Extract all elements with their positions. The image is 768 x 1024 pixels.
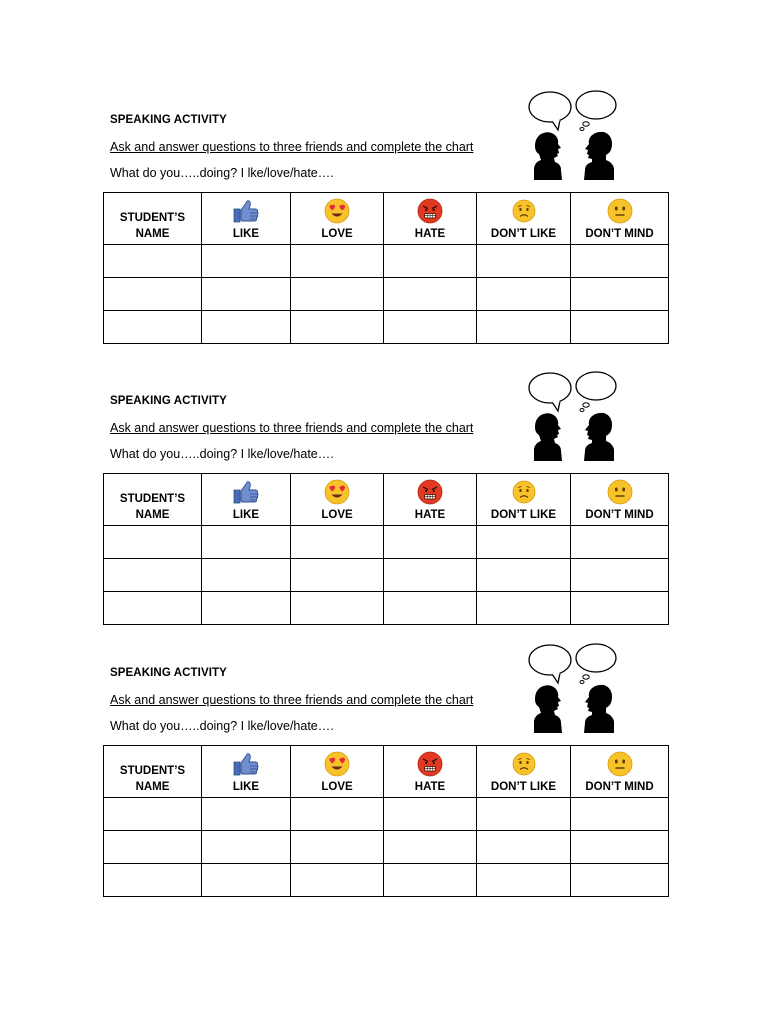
chart-header-row: [104, 193, 669, 245]
answer-cell-dont-like[interactable]: [477, 798, 571, 831]
student-name-cell[interactable]: [104, 864, 202, 897]
speech-bubble-icon: [529, 373, 571, 411]
answer-cell-dont-like[interactable]: [477, 831, 571, 864]
header-label: STUDENT’S NAME: [119, 493, 186, 521]
header-student-name: [104, 193, 202, 245]
header-label: DON’T MIND: [585, 228, 654, 240]
header-label: STUDENT’S NAME: [119, 212, 186, 240]
worried-emoji-icon: [511, 198, 537, 224]
header-hate: [384, 193, 477, 245]
activity-question: What do you…..doing? I lke/love/hate….: [110, 166, 334, 180]
answer-cell-hate[interactable]: [384, 798, 477, 831]
student-name-cell[interactable]: [104, 831, 202, 864]
neutral-emoji-icon: [607, 751, 633, 777]
neutral-emoji-icon: [607, 198, 633, 224]
man-silhouette-icon: [584, 685, 614, 733]
table-row: [104, 798, 669, 831]
angry-emoji-icon: [417, 198, 443, 224]
header-label: DON’T MIND: [585, 509, 654, 521]
header-love: [291, 474, 384, 526]
header-label: LIKE: [232, 781, 260, 793]
header-label: LOVE: [321, 781, 353, 793]
worried-emoji-icon: [511, 751, 537, 777]
thumbs-up-icon: [233, 479, 259, 505]
activity-chart-table: [103, 745, 669, 897]
angry-emoji-icon: [417, 479, 443, 505]
table-row: [104, 831, 669, 864]
answer-cell-love[interactable]: [291, 831, 384, 864]
student-name-cell[interactable]: [104, 798, 202, 831]
speech-bubble-icon: [529, 645, 571, 683]
header-dont-mind: [571, 193, 669, 245]
heart-eyes-emoji-icon: [324, 479, 350, 505]
answer-cell-like[interactable]: [202, 245, 291, 278]
header-label: DON’T LIKE: [490, 228, 557, 240]
header-like: [202, 193, 291, 245]
chart-header-row: [104, 474, 669, 526]
heart-eyes-emoji-icon: [324, 751, 350, 777]
thought-bubble-icon: [576, 91, 616, 131]
header-dont-like: [477, 474, 571, 526]
speaking-activity-block: [0, 281, 768, 541]
activity-question: What do you…..doing? I lke/love/hate….: [110, 719, 334, 733]
people-talking-illustration: [522, 641, 622, 733]
header-label: HATE: [414, 509, 446, 521]
answer-cell-hate[interactable]: [384, 831, 477, 864]
chart-header-row: [104, 746, 669, 798]
header-label: LOVE: [321, 509, 353, 521]
answer-cell-love[interactable]: [291, 864, 384, 897]
activity-instruction: Ask and answer questions to three friends and complete the chart: [110, 140, 474, 154]
answer-cell-dont-mind[interactable]: [571, 798, 669, 831]
table-row: [104, 245, 669, 278]
header-hate: [384, 474, 477, 526]
speaking-activity-block: [0, 553, 768, 813]
header-label: DON’T LIKE: [490, 509, 557, 521]
header-student-name: [104, 746, 202, 798]
activity-instruction: Ask and answer questions to three friends and complete the chart: [110, 421, 474, 435]
answer-cell-dont-like[interactable]: [477, 864, 571, 897]
thumbs-up-icon: [233, 751, 259, 777]
answer-cell-dont-mind[interactable]: [571, 864, 669, 897]
answer-cell-like[interactable]: [202, 831, 291, 864]
header-like: [202, 474, 291, 526]
header-label: LOVE: [321, 228, 353, 240]
speaking-activity-block: [0, 0, 768, 260]
answer-cell-hate[interactable]: [384, 245, 477, 278]
answer-cell-love[interactable]: [291, 245, 384, 278]
answer-cell-dont-like[interactable]: [477, 245, 571, 278]
answer-cell-hate[interactable]: [384, 864, 477, 897]
activity-question: What do you…..doing? I lke/love/hate….: [110, 447, 334, 461]
header-label: HATE: [414, 781, 446, 793]
header-love: [291, 193, 384, 245]
people-talking-illustration: [522, 88, 622, 180]
people-talking-illustration: [522, 369, 622, 461]
thumbs-up-icon: [233, 198, 259, 224]
header-like: [202, 746, 291, 798]
girl-silhouette-icon: [534, 413, 562, 461]
worried-emoji-icon: [511, 479, 537, 505]
header-dont-mind: [571, 746, 669, 798]
table-row: [104, 864, 669, 897]
girl-silhouette-icon: [534, 685, 562, 733]
activity-title: SPEAKING ACTIVITY: [110, 395, 227, 407]
man-silhouette-icon: [584, 413, 614, 461]
activity-title: SPEAKING ACTIVITY: [110, 114, 227, 126]
angry-emoji-icon: [417, 751, 443, 777]
answer-cell-dont-mind[interactable]: [571, 831, 669, 864]
header-love: [291, 746, 384, 798]
thought-bubble-icon: [576, 644, 616, 684]
header-hate: [384, 746, 477, 798]
heart-eyes-emoji-icon: [324, 198, 350, 224]
activity-instruction: Ask and answer questions to three friends and complete the chart: [110, 693, 474, 707]
header-label: STUDENT’S NAME: [119, 765, 186, 793]
header-dont-mind: [571, 474, 669, 526]
answer-cell-dont-mind[interactable]: [571, 245, 669, 278]
header-label: DON’T LIKE: [490, 781, 557, 793]
answer-cell-love[interactable]: [291, 798, 384, 831]
neutral-emoji-icon: [607, 479, 633, 505]
header-label: LIKE: [232, 228, 260, 240]
activity-title: SPEAKING ACTIVITY: [110, 667, 227, 679]
thought-bubble-icon: [576, 372, 616, 412]
speech-bubble-icon: [529, 92, 571, 130]
header-label: HATE: [414, 228, 446, 240]
answer-cell-like[interactable]: [202, 798, 291, 831]
man-silhouette-icon: [584, 132, 614, 180]
header-label: LIKE: [232, 509, 260, 521]
girl-silhouette-icon: [534, 132, 562, 180]
header-dont-like: [477, 193, 571, 245]
answer-cell-like[interactable]: [202, 864, 291, 897]
header-student-name: [104, 474, 202, 526]
header-dont-like: [477, 746, 571, 798]
header-label: DON’T MIND: [585, 781, 654, 793]
student-name-cell[interactable]: [104, 245, 202, 278]
